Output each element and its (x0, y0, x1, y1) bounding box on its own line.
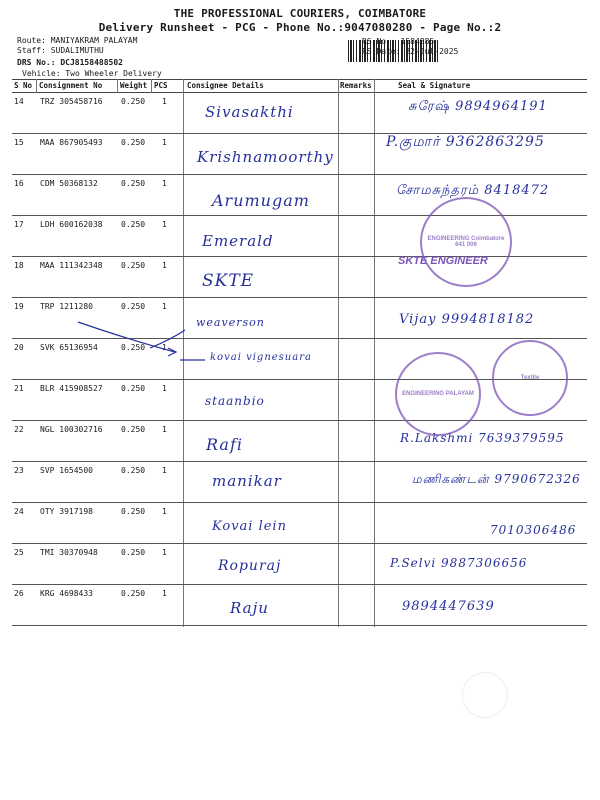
row-sno: 25 (14, 548, 24, 557)
row-consignee-handwriting: Arumugam (212, 191, 310, 210)
drs-number: DRS No.: DCJ8158488502 (17, 58, 123, 67)
row-signature-handwriting: R.Lakshmi 7639379595 (400, 431, 565, 445)
row-consignee-handwriting: Krishnamoorthy (197, 148, 334, 166)
row-sno: 23 (14, 466, 24, 475)
rs-date: RS Date: 22-Jul-2025 (362, 47, 459, 56)
row-signature-handwriting: P.குமார் 9362863295 (386, 134, 545, 150)
row-consignment-no: LDH 600162038 (40, 220, 103, 229)
row-sno: 14 (14, 97, 24, 106)
row-sno: 15 (14, 138, 24, 147)
row-consignment-no: OTY 3917198 (40, 507, 93, 516)
row-pcs: 1 (162, 425, 167, 434)
header-seal-signature: Seal & Signature (398, 81, 471, 90)
row-weight: 0.250 (121, 548, 146, 557)
row-pcs: 1 (162, 589, 167, 598)
row-pcs: 1 (162, 220, 167, 229)
row-consignee-handwriting: weaverson (196, 316, 265, 329)
runsheet-subtitle: Delivery Runsheet - PCG - Phone No.:9047080280 - Page No.:2 (98, 21, 502, 34)
row-consignee-handwriting: staanbio (205, 394, 265, 408)
company-title: THE PROFESSIONAL COURIERS, COIMBATORE (173, 7, 427, 20)
header-sno: S No (14, 81, 33, 90)
row-weight: 0.250 (121, 138, 146, 147)
row-sno: 17 (14, 220, 24, 229)
row-pcs: 1 (162, 97, 167, 106)
row-weight: 0.250 (121, 466, 146, 475)
company-seal-text: ENGINEERING Coimbatore 641 006 (427, 236, 505, 248)
row-pcs: 1 (162, 384, 167, 393)
row-weight: 0.250 (121, 425, 146, 434)
row-consignment-no: BLR 415908527 (40, 384, 103, 393)
row-consignee-handwriting: Sivasakthi (205, 103, 294, 121)
row-signature-handwriting: 9894447639 (402, 599, 495, 614)
row-pcs: 1 (162, 179, 167, 188)
row-consignee-handwriting: Kovai lein (212, 519, 287, 534)
row-signature-handwriting: Vijay 9994818182 (399, 312, 535, 327)
row-pcs: 1 (162, 507, 167, 516)
row-pcs: 1 (162, 548, 167, 557)
row-consignee-handwriting: manikar (212, 472, 282, 490)
row-consignee-handwriting: Emerald (202, 232, 274, 250)
row-consignment-no: MAA 867905493 (40, 138, 103, 147)
row-weight: 0.250 (121, 302, 146, 311)
row-weight: 0.250 (121, 589, 146, 598)
row-consignment-no: TRZ 305458716 (40, 97, 103, 106)
row-pcs: 1 (162, 466, 167, 475)
row-weight: 0.250 (121, 343, 146, 352)
row-pcs: 1 (162, 343, 167, 352)
row-consignment-no: CDM 50368132 (40, 179, 98, 188)
row-sno: 22 (14, 425, 24, 434)
row-consignment-no: TRP 1211280 (40, 302, 93, 311)
row-sno: 20 (14, 343, 24, 352)
row-consignment-no: MAA 111342348 (40, 261, 103, 270)
row-consignee-handwriting: Raju (230, 599, 269, 617)
row-pcs: 1 (162, 261, 167, 270)
row-consignee-handwriting: Ropuraj (218, 558, 282, 574)
route-label: Route: MANIYAKRAM PALAYAM (17, 36, 138, 45)
faint-mark (462, 672, 508, 718)
row-pcs: 1 (162, 302, 167, 311)
row-weight: 0.250 (121, 179, 146, 188)
row-sno: 16 (14, 179, 24, 188)
row-weight: 0.250 (121, 384, 146, 393)
row-sno: 26 (14, 589, 24, 598)
row-signature-handwriting: சோமசுந்தரம் 8418472 (396, 183, 550, 198)
rs-number: RS No.: 1584885 (362, 37, 435, 46)
row-signature-handwriting: P.Selvi 9887306656 (390, 556, 528, 570)
palayam-seal-text: ENGINEERING PALAYAM (402, 391, 474, 397)
row-consignment-no: KRG 4698433 (40, 589, 93, 598)
row-consignee-handwriting: Rafi (206, 435, 243, 454)
header-pcs: PCS (154, 81, 168, 90)
row-consignment-no: TMI 30370948 (40, 548, 98, 557)
staff-label: Staff: SUDALIMUTHU (17, 46, 104, 55)
vehicle-label: Vehicle: Two Wheeler Delivery (22, 69, 162, 78)
row-signature-handwriting: சுரேஷ் 9894964191 (408, 99, 548, 114)
row-signature-handwriting: 7010306486 (490, 523, 577, 537)
row-pcs: 1 (162, 138, 167, 147)
row-consignment-no: NGL 100302716 (40, 425, 103, 434)
header-remarks: Remarks (340, 81, 372, 90)
row-weight: 0.250 (121, 507, 146, 516)
header-consignment: Consignment No (39, 81, 103, 90)
row-consignee-handwriting: kovai vignesuara (210, 352, 312, 363)
row-weight: 0.250 (121, 97, 146, 106)
row-sno: 19 (14, 302, 24, 311)
row-weight: 0.250 (121, 261, 146, 270)
textile-seal-text: Textile (520, 375, 540, 381)
row-consignee-handwriting: SKTE (202, 271, 255, 291)
header-consignee: Consignee Details (187, 81, 264, 90)
header-weight: Weight (120, 81, 148, 90)
row-sno: 21 (14, 384, 24, 393)
row-signature-handwriting: மணிகண்டன் 9790672326 (412, 472, 581, 486)
row-consignment-no: SVK 65136954 (40, 343, 98, 352)
row-weight: 0.250 (121, 220, 146, 229)
skte-stamp-text: SKTE ENGINEER (398, 255, 488, 267)
row-sno: 24 (14, 507, 24, 516)
row-consignment-no: SVP 1654500 (40, 466, 93, 475)
row-sno: 18 (14, 261, 24, 270)
